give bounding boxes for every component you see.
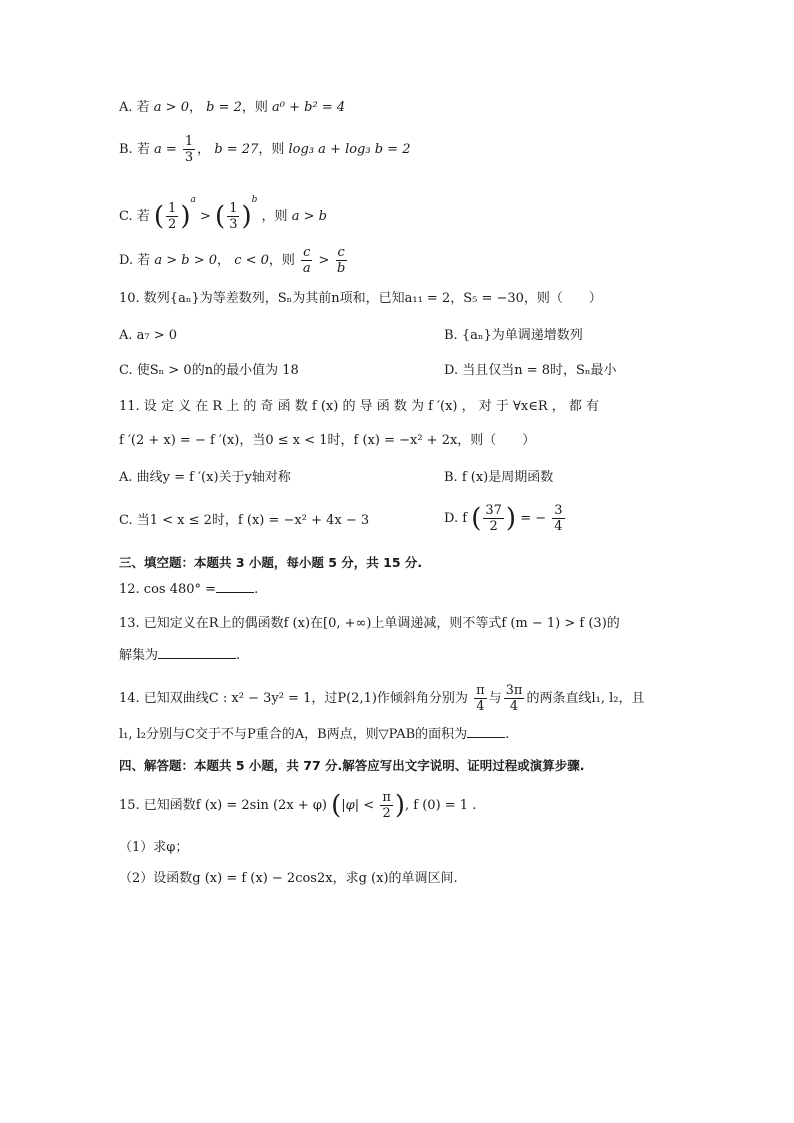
fraction: $\frac{1}{3}$ [184,134,194,165]
q9-option-c: C. 若 ( $\frac{1}{2}$ )$^a$ > ( $\frac{1}{3}$ )$^b$ ，则 a > b [119,195,327,232]
fraction: $\frac{\pi}{4}$ [476,683,485,714]
q13-line1: 13. 已知定义在R上的偶函数f (x)在[0, +∞)上单调递减，则不等式f (m − 1) > f (3)的 [119,616,620,631]
q9-option-a: A. 若 a > 0， b = 2，则 a⁰ + b² = 4 [119,100,346,115]
fraction: $\frac{\pi}{2}$ [382,790,391,821]
fraction: $\frac{c}{a}$ [302,245,311,276]
q10-option-c: C. 使Sₙ > 0的n的最小值为 18 [119,363,299,378]
fraction: $\frac{c}{b}$ [337,245,346,276]
q15-stem: 15. 已知函数f (x) = 2sin (2x + φ) (|φ| < $\frac{\pi}{2}$ ), f (0) = 1 . [119,790,477,821]
section-4-heading: 四、解答题：本题共 5 小题，共 77 分.解答应写出文字说明、证明过程或演算步骤. [119,758,585,773]
q11-option-a: A. 曲线y = f ′(x)关于y轴对称 [119,470,291,485]
q9-option-b: B. 若 a = $\frac{1}{3}$ ， b = 27，则 log₃ a + log₃ b = 2 [119,134,411,165]
q15-part-1: （1）求φ； [119,840,189,855]
q11-stem-line1: 11. 设 定 义 在 R 上 的 奇 函 数 f (x) 的 导 函 数 为 f ′(x) ， 对 于 ∀x∈R ， 都 有 [119,399,600,414]
q9-option-d: D. 若 a > b > 0， c < 0，则 $\frac{c}{a}$ > $\frac{c}{b}$ [119,245,346,276]
answer-blank[interactable] [158,658,236,659]
fraction: $\frac{1}{3}$ [229,201,238,232]
fraction: $\frac{3}{4}$ [554,503,563,534]
section-3-heading: 三、填空题：本题共 3 小题，每小题 5 分，共 15 分. [119,555,423,570]
fraction: $\frac{37}{2}$ [485,503,502,534]
answer-blank[interactable] [467,737,505,738]
q14-line1: 14. 已知双曲线C : x² − 3y² = 1，过P(2,1)作倾斜角分别为 $\frac{\pi}{4}$ 与 $\frac{3\pi}{4}$ 的两条直线l₁, l₂，且 [119,683,645,714]
q14-line2: l₁, l₂分别与C交于不与P重合的A，B两点，则▽PAB的面积为 . [119,727,510,742]
q10-option-a: A. a₇ > 0 [119,328,178,343]
q10-option-b: B. {aₙ}为单调递增数列 [444,328,583,343]
fraction: $\frac{3\pi}{4}$ [505,683,523,714]
q12: 12. cos 480° = . [119,582,259,597]
q11-option-b: B. f (x)是周期函数 [444,470,554,485]
q13-line2: 解集为 . [119,648,241,663]
q11-stem-line2: f ′(2 + x) = − f ′(x)，当0 ≤ x < 1时，f (x) = −x² + 2x，则（ ） [119,433,536,448]
q10-stem: 10. 数列{aₙ}为等差数列，Sₙ为其前n项和，已知a₁₁ = 2，S₅ = −30，则（ ） [119,291,602,306]
fraction: $\frac{1}{2}$ [168,201,177,232]
q10-option-d: D. 当且仅当n = 8时，Sₙ最小 [444,363,617,378]
q11-option-d: D. f ( $\frac{37}{2}$ ) = − $\frac{3}{4}$ [444,503,563,534]
answer-blank[interactable] [216,592,254,593]
q15-part-2: （2）设函数g (x) = f (x) − 2cos2x，求g (x)的单调区间. [119,871,458,886]
q11-option-c: C. 当1 < x ≤ 2时，f (x) = −x² + 4x − 3 [119,513,370,528]
